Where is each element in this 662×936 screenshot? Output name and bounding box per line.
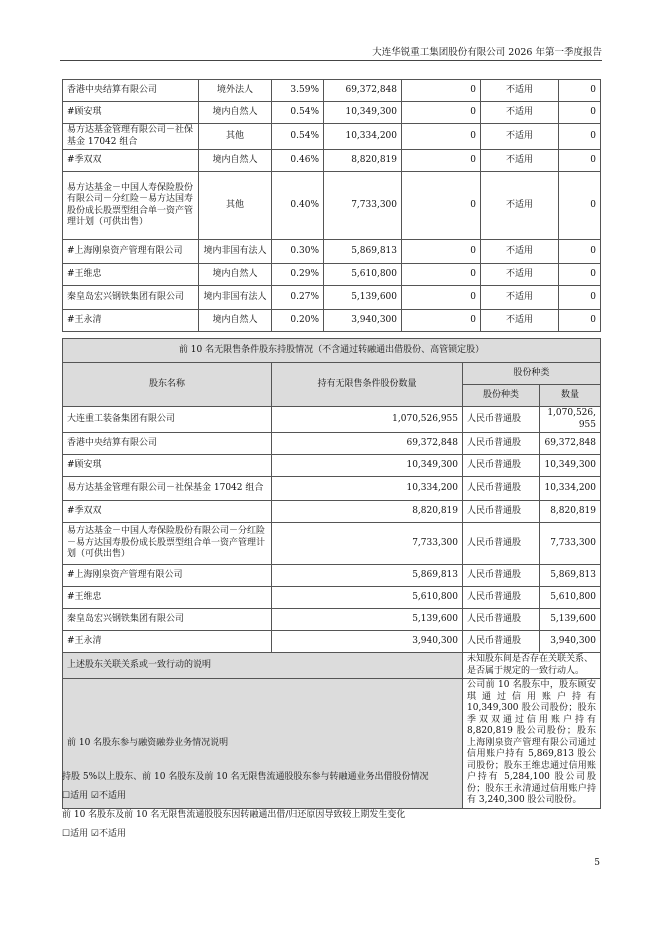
table-row — [63, 150, 601, 172]
share-amount-line: 69,372,848 — [544, 437, 596, 448]
pledge-status: 不适用 — [481, 240, 559, 264]
table-row — [63, 523, 601, 565]
holder-name: 易方达基金－中国人寿保险股份有限公司－分红险－易方达国寿股份成长股票型组合单一资产管理计划（可供出售） — [63, 172, 199, 240]
holder-name: 香港中央结算有限公司 — [63, 80, 199, 102]
holder-type: 境内非国有法人 — [199, 286, 272, 310]
pledge-status: 不适用 — [481, 172, 559, 240]
holder-name: #顾安琪 — [63, 455, 272, 477]
share-amount-line: 3,940,300 — [550, 635, 596, 646]
lending-option: ☐适用 ☑不适用 — [62, 791, 126, 801]
top10-holders-table — [62, 79, 601, 332]
table-row — [63, 565, 601, 587]
share-amount — [540, 501, 601, 523]
table-row — [63, 124, 601, 150]
holding-shares: 5,139,600 — [324, 286, 402, 310]
holder-name: 大连重工装备集团有限公司 — [63, 407, 272, 433]
share-amount-line: 5,139,600 — [550, 613, 596, 624]
restricted-shares: 0 — [402, 264, 481, 286]
share-type: 人民币普通股 — [463, 565, 540, 587]
share-amount-line: 955 — [578, 419, 596, 430]
holding-shares: 69,372,848 — [324, 80, 402, 102]
share-amount-line: 10,349,300 — [544, 459, 596, 470]
restricted-shares: 0 — [402, 172, 481, 240]
pledge-status: 不适用 — [481, 80, 559, 102]
pledge-status: 不适用 — [481, 124, 559, 150]
restricted-shares: 0 — [402, 310, 481, 332]
lending-note: 持股 5%以上股东、前 10 名股东及前 10 名无限售流通股股东参与转融通业务出借股份情况 — [62, 772, 429, 782]
holding-shares: 7,733,300 — [324, 172, 402, 240]
holder-name: #上海刚泉资产管理有限公司 — [63, 240, 199, 264]
pledge-qty: 0 — [559, 240, 601, 264]
table-row — [63, 455, 601, 477]
holder-name: #上海刚泉资产管理有限公司 — [63, 565, 272, 587]
restricted-shares: 0 — [402, 124, 481, 150]
holding-shares: 8,820,819 — [324, 150, 402, 172]
share-amount — [540, 523, 601, 565]
holding-pct: 0.27% — [272, 286, 324, 310]
holding-shares: 10,349,300 — [324, 102, 402, 124]
holding-shares: 10,334,200 — [324, 124, 402, 150]
holder-name: #王维忠 — [63, 587, 272, 609]
share-amount — [540, 565, 601, 587]
share-amount-line: 1,070,526, — [547, 408, 596, 418]
table-row — [63, 609, 601, 631]
unrestricted-qty: 7,733,300 — [272, 523, 463, 565]
holder-name: #王永清 — [63, 310, 199, 332]
pledge-status: 不适用 — [481, 102, 559, 124]
col-share-type-group: 股份种类 — [463, 363, 601, 385]
page-number: 5 — [594, 858, 600, 868]
unrestricted-holders-table — [62, 338, 601, 809]
table-row — [63, 477, 601, 501]
unrestricted-qty: 3,940,300 — [272, 631, 463, 653]
pledge-qty: 0 — [559, 124, 601, 150]
relation-row — [63, 653, 601, 679]
restricted-shares: 0 — [402, 80, 481, 102]
holding-pct: 0.29% — [272, 264, 324, 286]
share-amount-line: 5,869,813 — [550, 569, 596, 580]
share-amount — [540, 587, 601, 609]
holder-name: #顾安琪 — [63, 102, 199, 124]
relation-label: 上述股东关联关系或一致行动的说明 — [63, 653, 463, 679]
share-type: 人民币普通股 — [463, 477, 540, 501]
pledge-qty: 0 — [559, 310, 601, 332]
unrestricted-qty: 8,820,819 — [272, 501, 463, 523]
holder-name: #王永清 — [63, 631, 272, 653]
margin-text: 公司前 10 名股东中，股东顾安琪通过信用账户持有 10,349,300 股公司股份；股东季双双通过信用账户持有 8,820,819 股公司股份；股东上海刚泉资产管理有限公司通过信用账户持有 5,869,813 股公司股份；股东王维忠通过信用账户持有 5,284,100 股公司股份；股东王永清通过信用账户持有 3,240,300 股公司股份。 — [463, 679, 601, 809]
holder-name: #王维忠 — [63, 264, 199, 286]
restricted-shares: 0 — [402, 240, 481, 264]
unrestricted-qty: 1,070,526,955 — [272, 407, 463, 433]
share-amount — [540, 477, 601, 501]
holding-pct: 0.46% — [272, 150, 324, 172]
table-row — [63, 587, 601, 609]
pledge-status: 不适用 — [481, 310, 559, 332]
pledge-qty: 0 — [559, 264, 601, 286]
pledge-status: 不适用 — [481, 150, 559, 172]
share-type: 人民币普通股 — [463, 501, 540, 523]
holding-pct: 0.30% — [272, 240, 324, 264]
holder-name: 易方达基金管理有限公司－社保基金 17042 组合 — [63, 477, 272, 501]
pledge-qty: 0 — [559, 150, 601, 172]
share-type: 人民币普通股 — [463, 407, 540, 433]
share-amount-line: 10,334,200 — [544, 482, 596, 493]
unrestricted-qty: 5,139,600 — [272, 609, 463, 631]
margin-label: 前 10 名股东参与融资融券业务情况说明 — [63, 679, 463, 809]
holding-pct: 0.54% — [272, 124, 324, 150]
margin-row — [63, 679, 601, 809]
table-row — [63, 631, 601, 653]
holder-name: 易方达基金管理有限公司－社保基金 17042 组合 — [63, 124, 199, 150]
col-unrestricted-qty: 持有无限售条件股份数量 — [272, 363, 463, 407]
unrestricted-qty: 5,869,813 — [272, 565, 463, 587]
holder-type: 境内自然人 — [199, 264, 272, 286]
table-row — [63, 433, 601, 455]
unrestricted-qty: 10,334,200 — [272, 477, 463, 501]
table-row — [63, 80, 601, 102]
pledge-status: 不适用 — [481, 264, 559, 286]
table-row — [63, 102, 601, 124]
table-row — [63, 501, 601, 523]
col-amount: 数量 — [540, 385, 601, 407]
table-row — [63, 264, 601, 286]
holder-type: 境内自然人 — [199, 102, 272, 124]
holder-name: #季双双 — [63, 150, 199, 172]
pledge-qty: 0 — [559, 102, 601, 124]
pledge-qty: 0 — [559, 286, 601, 310]
holding-shares: 5,610,800 — [324, 264, 402, 286]
share-amount — [540, 631, 601, 653]
share-amount-line: 5,610,800 — [550, 591, 596, 602]
unrestricted-qty: 5,610,800 — [272, 587, 463, 609]
holding-pct: 0.54% — [272, 102, 324, 124]
header-divider — [60, 60, 602, 61]
pledge-qty: 0 — [559, 80, 601, 102]
share-type: 人民币普通股 — [463, 523, 540, 565]
share-amount — [540, 455, 601, 477]
holder-type: 其他 — [199, 124, 272, 150]
holding-pct: 3.59% — [272, 80, 324, 102]
table-row — [63, 286, 601, 310]
holding-shares: 3,940,300 — [324, 310, 402, 332]
holding-pct: 0.40% — [272, 172, 324, 240]
share-type: 人民币普通股 — [463, 587, 540, 609]
holding-pct: 0.20% — [272, 310, 324, 332]
holder-type: 其他 — [199, 172, 272, 240]
holder-type: 境外法人 — [199, 80, 272, 102]
holder-name: #季双双 — [63, 501, 272, 523]
restricted-shares: 0 — [402, 102, 481, 124]
holder-name: 秦皇岛宏兴钢铁集团有限公司 — [63, 609, 272, 631]
table-row — [63, 407, 601, 433]
holder-type: 境内自然人 — [199, 310, 272, 332]
relation-text: 未知股东间是否存在关联关系、是否属于规定的一致行动人。 — [463, 653, 601, 679]
unrestricted-section-title: 前 10 名无限售条件股东持股情况（不含通过转融通出借股份、高管锁定股） — [63, 339, 601, 363]
holder-name: 易方达基金－中国人寿保险股份有限公司－分红险－易方达国寿股份成长股票型组合单一资产管理计划（可供出售） — [63, 523, 272, 565]
change-note: 前 10 名股东及前 10 名无限售流通股股东因转融通出借/归还原因导致较上期发生变化 — [62, 810, 406, 820]
holding-shares: 5,869,813 — [324, 240, 402, 264]
share-amount-line: 8,820,819 — [550, 505, 596, 516]
holder-type: 境内非国有法人 — [199, 240, 272, 264]
share-amount-line: 7,733,300 — [550, 537, 596, 548]
holder-name: 秦皇岛宏兴钢铁集团有限公司 — [63, 286, 199, 310]
table-row — [63, 172, 601, 240]
restricted-shares: 0 — [402, 150, 481, 172]
table-row — [63, 310, 601, 332]
unrestricted-qty: 69,372,848 — [272, 433, 463, 455]
share-type: 人民币普通股 — [463, 631, 540, 653]
change-option: ☐适用 ☑不适用 — [62, 829, 126, 839]
share-amount — [540, 433, 601, 455]
share-amount — [540, 407, 601, 433]
holder-name: 香港中央结算有限公司 — [63, 433, 272, 455]
share-type: 人民币普通股 — [463, 455, 540, 477]
share-amount — [540, 609, 601, 631]
holder-type: 境内自然人 — [199, 150, 272, 172]
share-type: 人民币普通股 — [463, 609, 540, 631]
restricted-shares: 0 — [402, 286, 481, 310]
unrestricted-qty: 10,349,300 — [272, 455, 463, 477]
pledge-status: 不适用 — [481, 286, 559, 310]
table-row — [63, 240, 601, 264]
pledge-qty: 0 — [559, 172, 601, 240]
report-header: 大连华锐重工集团股份有限公司 2026 年第一季度报告 — [372, 47, 602, 58]
share-type: 人民币普通股 — [463, 433, 540, 455]
col-share-type: 股份种类 — [463, 385, 540, 407]
col-holder-name: 股东名称 — [63, 363, 272, 407]
